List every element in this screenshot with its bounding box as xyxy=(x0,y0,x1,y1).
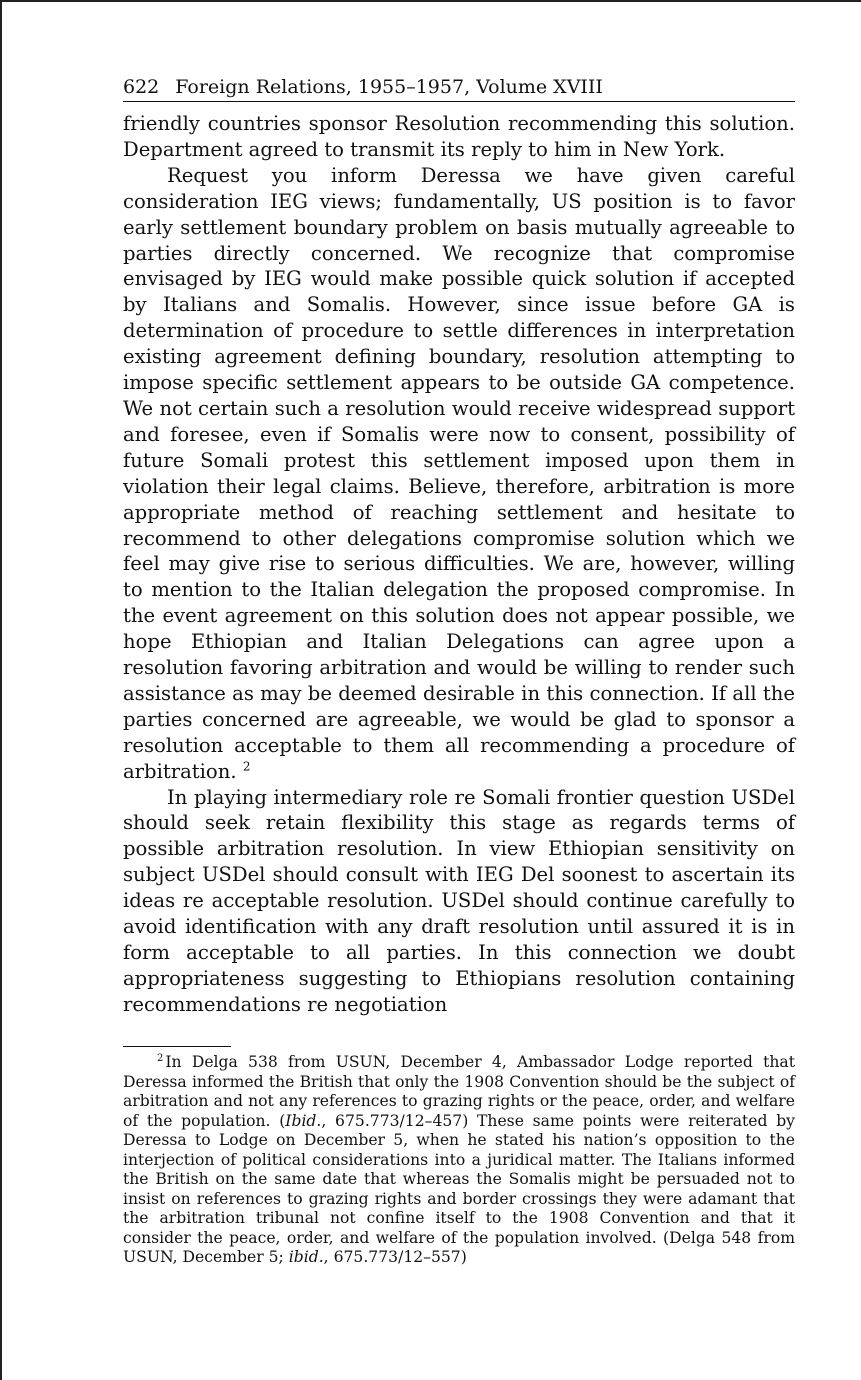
running-header xyxy=(123,74,795,102)
footnote-ibid: ibid. xyxy=(288,1248,324,1267)
scan-left-border xyxy=(0,0,2,1380)
volume-title: Foreign Relations, 1955–1957, Volume XVIII xyxy=(175,76,603,98)
footnote-text: , 675.773/12–457) These same points were reiterated by Deressa to Lodge on December 5, when he stated his nation’s opposition to the interjection of political considerations into a juridical matter. The Italians informed the British on the same date that whereas the Somalis might be persuaded not to insist on references to grazing rights and border crossings they were adamant that the arbitration tribunal not confine itself to the 1908 Convention and that it consider the peace, order, and welfare of the population involved. (Delga 548 from USUN, December 5; xyxy=(123,1111,795,1267)
paragraph: In playing intermediary role re Somali frontier question USDel should seek retain flexibility this stage as regards terms of possible arbitration resolution. In view Ethiopian sensitivity on subject USDel should consult with IEG Del soonest to ascertain its ideas re acceptable resolution. USDel should continue carefully to avoid identification with any draft resolution until assured it is in form acceptable to all parties. In this connection we doubt appropriateness suggesting to Ethiopians resolution containing recommendations re negotiation xyxy=(123,785,795,1016)
footnote-text: , 675.773/12–557) xyxy=(323,1248,467,1267)
footnote-marker: 2 xyxy=(157,1053,164,1065)
paragraph-text: Request you inform Deressa we have given careful consideration IEG views; fundamentally, US position is to favor early settlement boundary problem on basis mutually agreeable to parties directly concerned. We recognize that compromise envisaged by IEG would make possible quick solution if accepted by Italians and Somalis. However, since issue before GA is determination of procedure to settle differences in interpretation existing agreement defining boundary, resolution attempting to impose specific settlement appears to be outside GA competence. We not certain such a resolution would receive widespread support and foresee, even if Somalis were now to consent, possibility of future Somali protest this settlement imposed upon them in violation their legal claims. Believe, therefore, arbitration is more appropriate method of reaching settlement and hesitate to recommend to other delegations compromise solution which we feel may give rise to serious difficulties. We are, however, willing to mention to the Italian delegation the proposed compromise. In the event agreement on this solution does not appear possible, we hope Ethiopian and Italian Delegations can agree upon a resolution favoring arbitration and would be willing to render such assistance as may be deemed desirable in this connection. If all the parties concerned are agreeable, we would be glad to sponsor a resolution acceptable to them all recommending a procedure of arbitration. xyxy=(123,163,795,783)
page-number: 622 xyxy=(123,76,160,98)
paragraph xyxy=(123,163,795,785)
footnote-separator xyxy=(123,1046,231,1048)
scan-top-border xyxy=(0,0,861,2)
footnote-reference[interactable]: 2 xyxy=(242,759,251,774)
footnote-ibid: Ibid. xyxy=(285,1111,322,1130)
main-text xyxy=(123,111,795,1018)
footnote-text: In Delga 538 from USUN, December 4, Ambassador Lodge reported that Deressa informed the British that only the 1908 Convention should be the subject of arbitration and not any references to grazing rights or the peace, order, and welfare of the population. ( xyxy=(123,1053,795,1130)
paragraph-continued: friendly countries sponsor Resolution recommending this solution. Department agreed to transmit its reply to him in New York. xyxy=(123,112,795,161)
document-page xyxy=(123,74,795,1268)
footnote xyxy=(123,1053,795,1268)
